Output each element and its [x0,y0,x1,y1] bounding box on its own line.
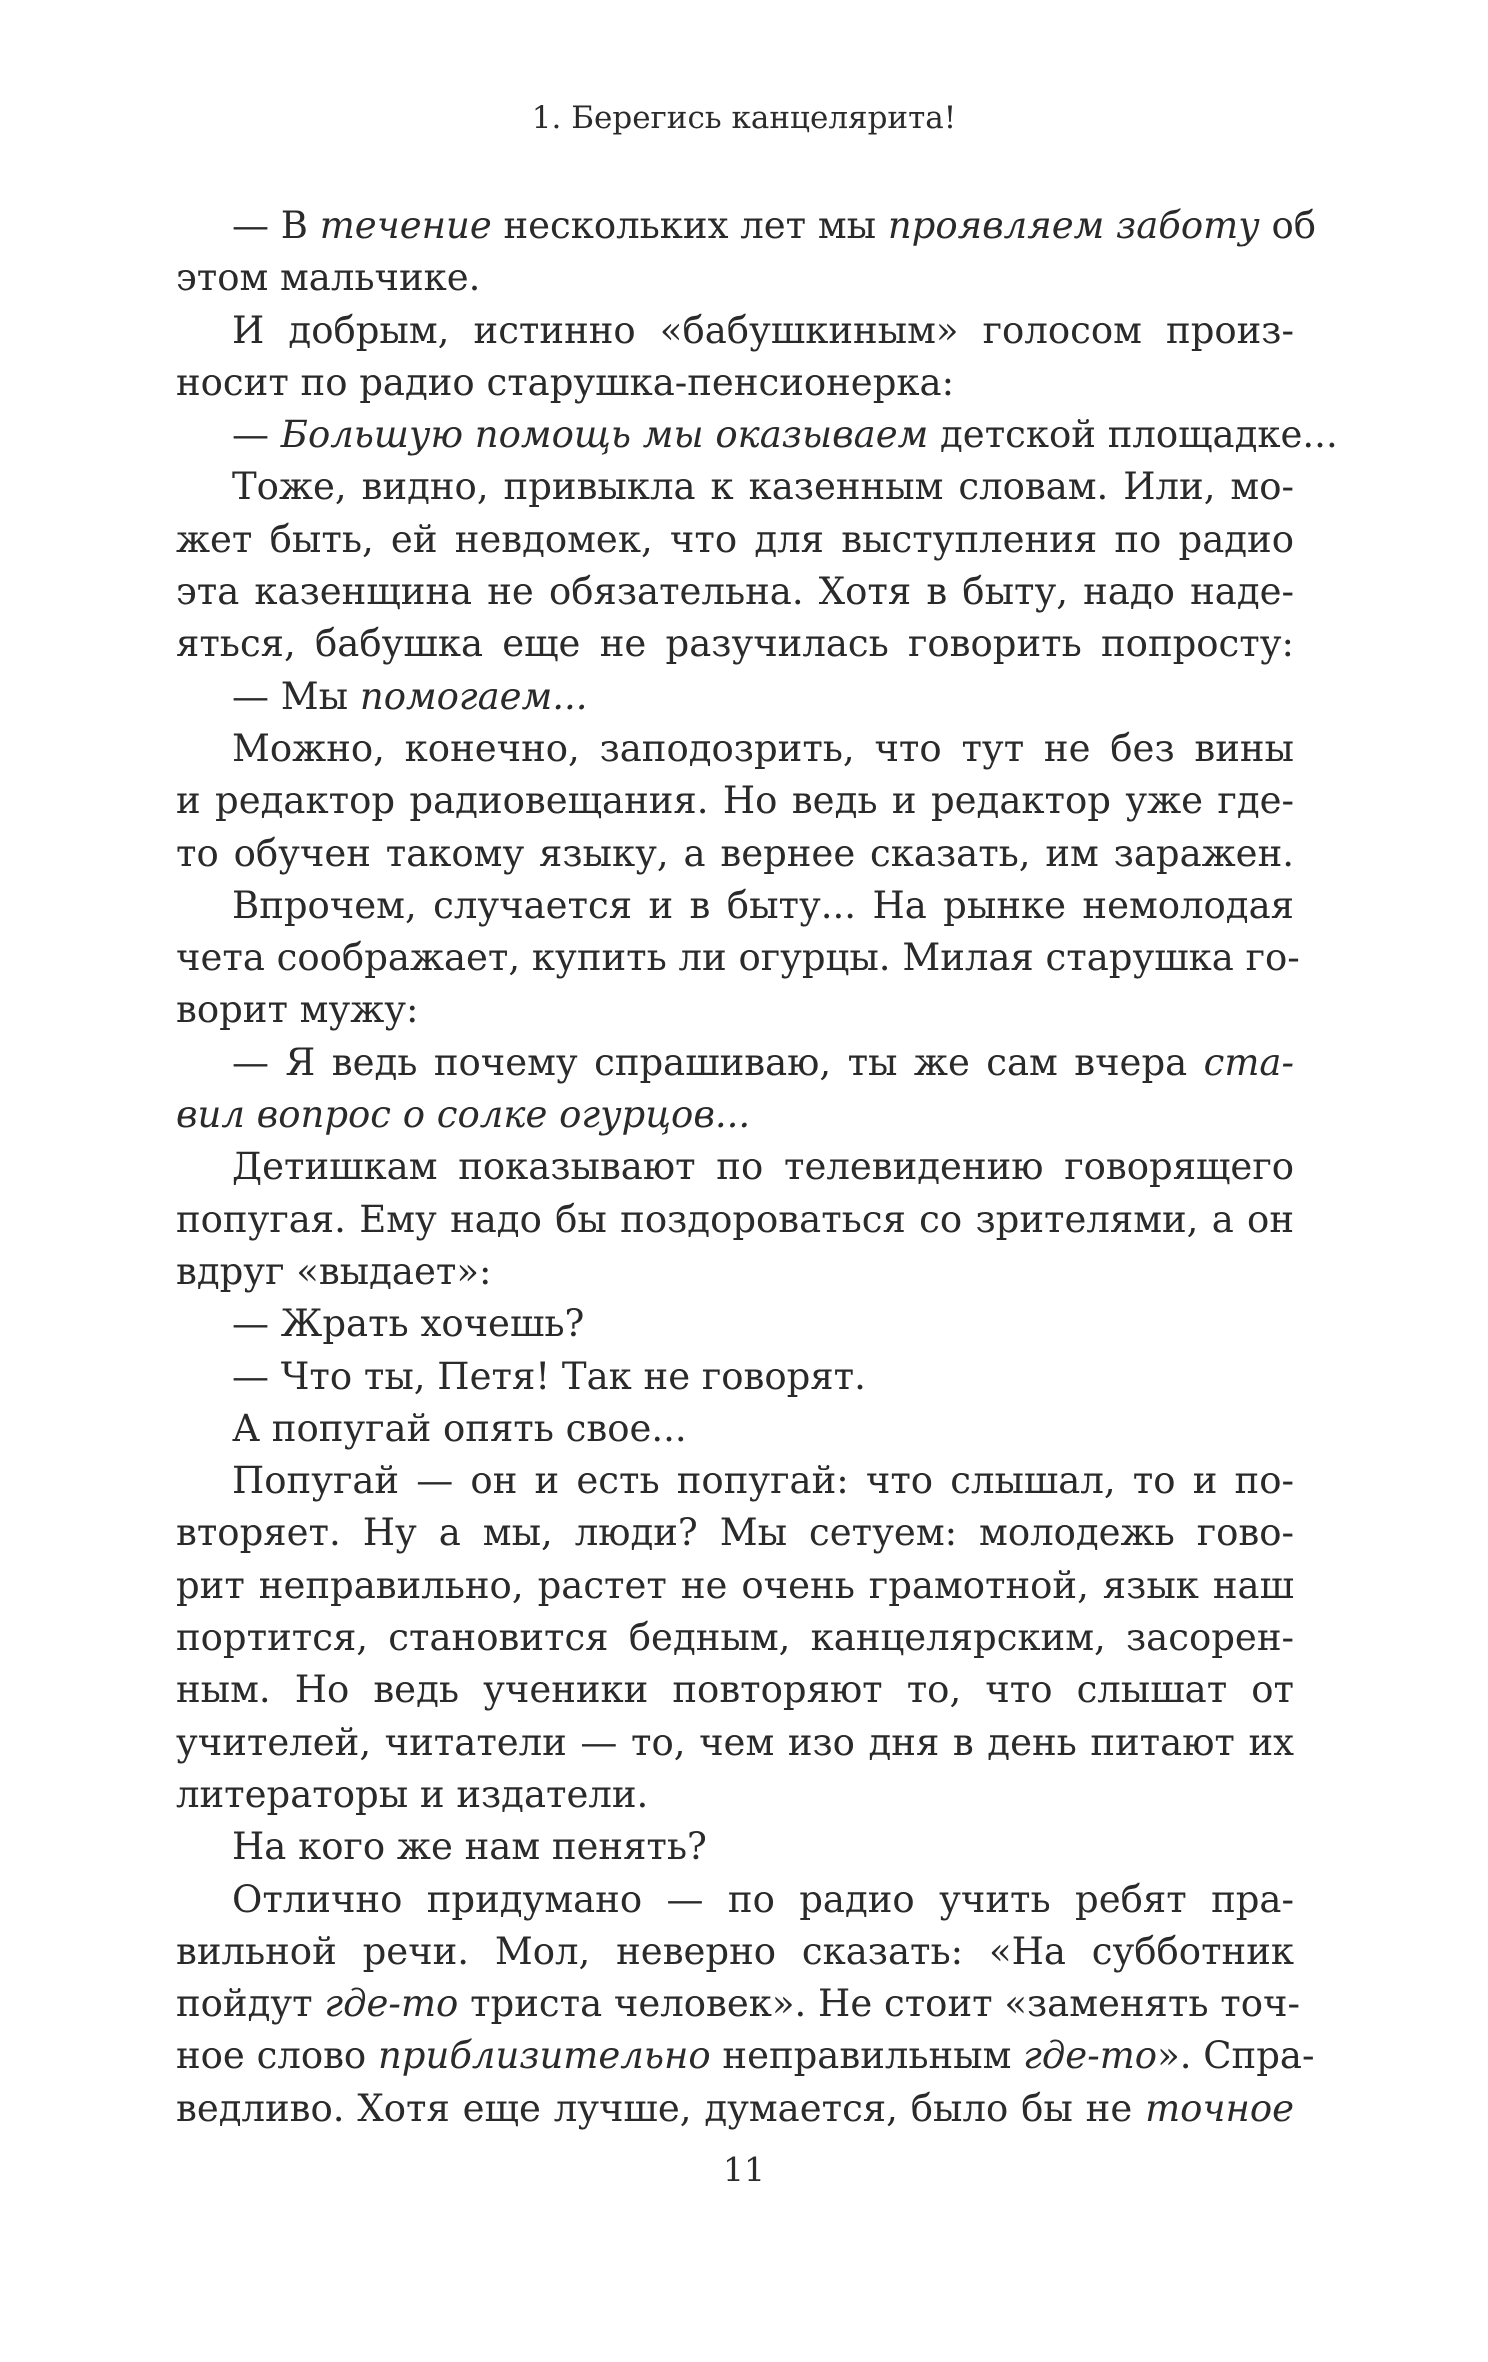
text-line: — В течение нескольких лет мы проявляем заботу об [232,204,1317,247]
text-line: попугая. Ему надо бы поздороваться со зрителями, а он [176,1197,1294,1241]
text-line: Можно, конечно, заподозрить, что тут не без вины [232,726,1294,770]
text-line: ное слово приблизительно неправильным где-то». Спра- [176,2034,1315,2078]
text-line: портится, становится бедным, канцелярским, засорен- [176,1616,1294,1660]
text-line: вторяет. Ну а мы, люди? Мы сетуем: молодежь гово- [176,1511,1294,1555]
text-line: ным. Но ведь ученики повторяют то, что слышат от [176,1668,1294,1712]
running-head: 1. Берегись канцелярита! [531,100,957,136]
text-line: то обучен такому языку, а вернее сказать, им заражен. [176,831,1294,875]
text-line: пойдут где-то триста человек». Не стоит «заменять точ- [176,1982,1300,2026]
text-line: — Я ведь почему спрашиваю, ты же сам вчера ста- [232,1040,1294,1084]
page-number: 11 [723,2150,765,2189]
text-line: носит по радио старушка-пенсионерка: [176,360,955,404]
text-line: эта казенщина не обязательна. Хотя в быту, надо наде- [176,570,1294,614]
text-line: — Большую помощь мы оказываем детской площадке... [232,413,1338,457]
text-line: И добрым, истинно «бабушкиным» голосом произ- [232,308,1294,352]
text-line: Отлично придумано — по радио учить ребят пра- [232,1877,1294,1921]
text-line: жет быть, ей невдомек, что для выступления по радио [176,517,1294,561]
text-line: чета соображает, купить ли огурцы. Милая старушка го- [176,936,1300,980]
text-line: яться, бабушка еще не разучилась говорить попросту: [176,622,1294,666]
text-line: Детишкам показывают по телевидению говорящего [232,1145,1294,1189]
text-line: вил вопрос о солке огурцов... [176,1093,751,1137]
text-line: этом мальчике. [176,256,481,300]
text-line: — Мы помогаем... [232,674,588,718]
text-line: рит неправильно, растет не очень грамотной, язык наш [176,1563,1294,1607]
text-line: На кого же нам пенять? [232,1825,707,1869]
text-line: А попугай опять свое... [232,1406,687,1450]
text-line: — Что ты, Петя! Так не говорят. [232,1354,866,1398]
text-line: вильной речи. Мол, неверно сказать: «На субботник [176,1929,1294,1973]
text-line: — Жрать хочешь? [232,1302,585,1346]
text-line: литераторы и издатели. [176,1772,649,1816]
text-line: ворит мужу: [176,988,419,1032]
text-line: и редактор радиовещания. Но ведь и редактор уже где- [176,779,1294,823]
text-line: Тоже, видно, привыкла к казенным словам. Или, мо- [232,465,1294,509]
text-line: Попугай — он и есть попугай: что слышал, то и по- [232,1459,1294,1503]
body-text [176,200,1338,2135]
text-line: ведливо. Хотя еще лучше, думается, было бы не точное [176,2086,1294,2130]
text-line: Впрочем, случается и в быту... На рынке немолодая [232,883,1294,927]
text-line: учителей, читатели — то, чем изо дня в день питают их [176,1720,1294,1764]
text-line: вдруг «выдает»: [176,1249,492,1293]
